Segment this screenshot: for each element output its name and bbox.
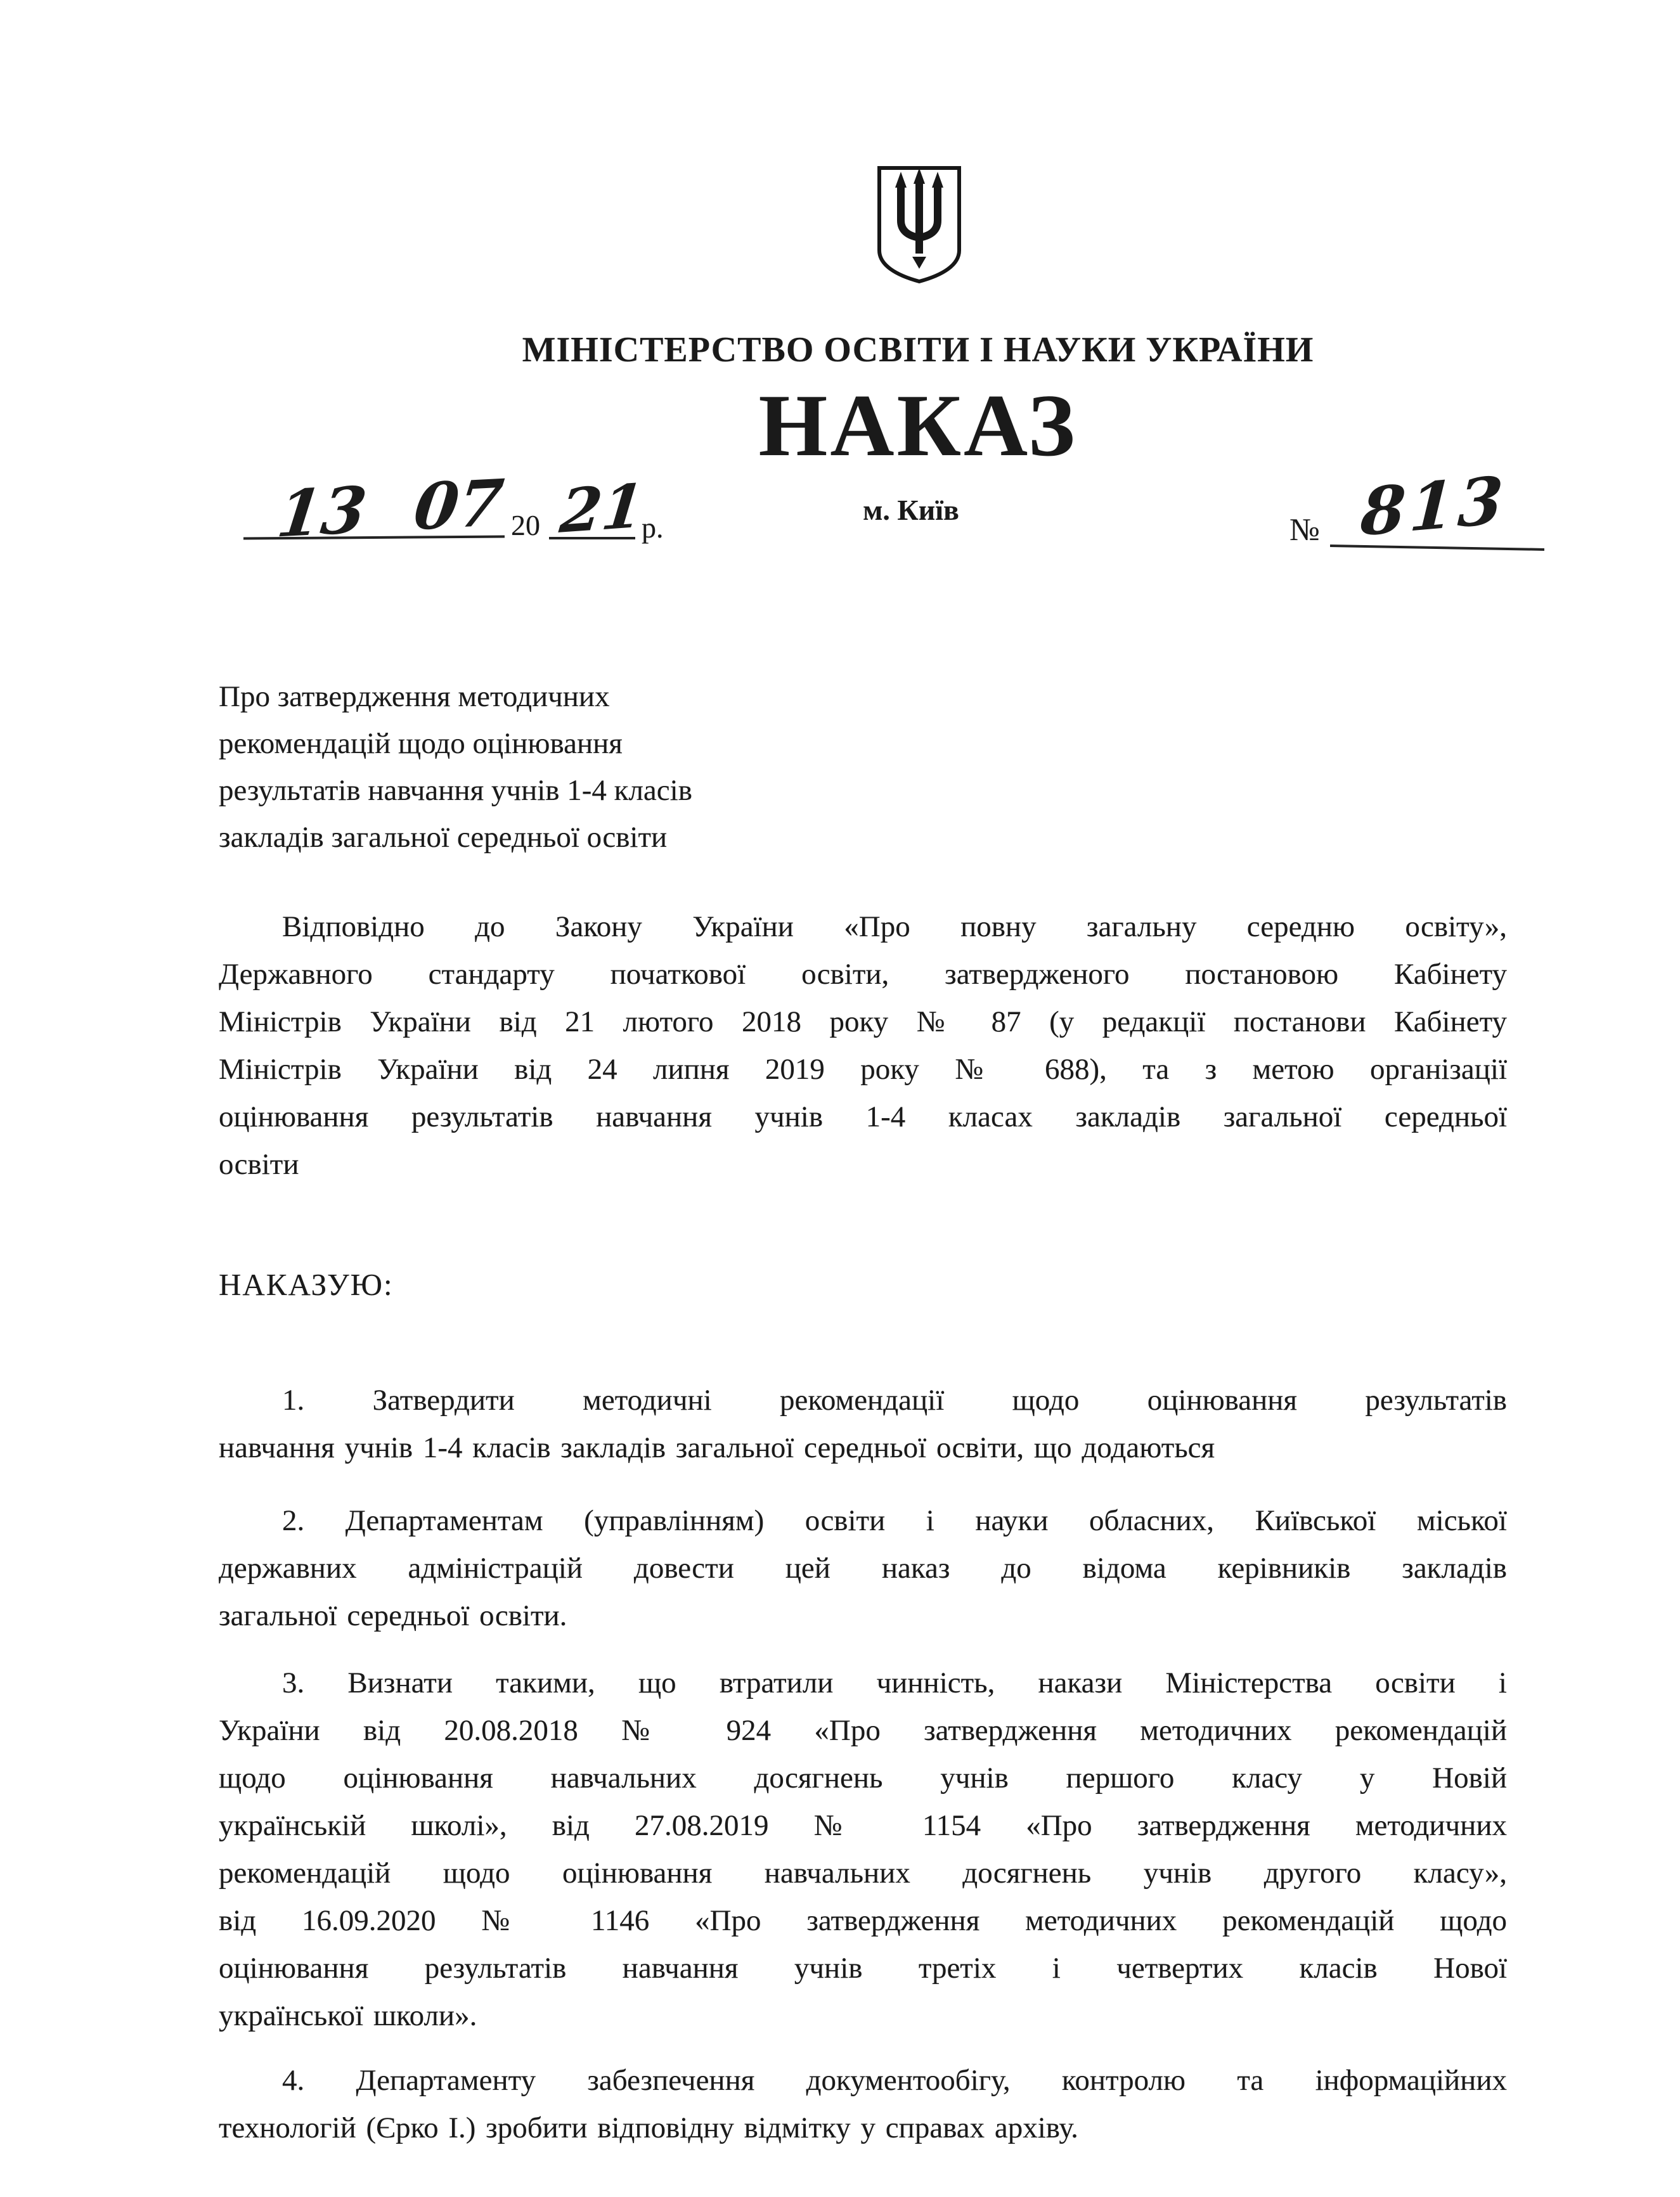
- body-line: технологій (Єрко І.) зробити відповідну відмітку у справах архіву.: [219, 2111, 1078, 2144]
- subject-line: рекомендацій щодо оцінювання: [219, 727, 623, 760]
- year-suffix-label: р.: [642, 512, 664, 544]
- ministry-title: МІНІСТЕРСТВО ОСВІТИ І НАУКИ УКРАЇНИ: [522, 330, 1314, 370]
- order-item-3: [219, 1659, 1507, 2040]
- ukraine-trident-emblem-icon: [875, 164, 964, 285]
- body-line: українській школі», від 27.08.2019 № 1154 «Про затвердження методичних: [219, 1809, 1507, 1842]
- body-line: навчання учнів 1-4 класів закладів загальної середньої освіти, що додаються: [219, 1431, 1215, 1464]
- body-line: 1. Затвердити методичні рекомендації щодо оцінювання результатів: [282, 1384, 1507, 1417]
- intro-paragraph: [219, 903, 1507, 1189]
- subject-line: закладів загальної середньої освіти: [219, 821, 668, 854]
- subject-block: [219, 673, 1011, 861]
- body-line: рекомендацій щодо оцінювання навчальних досягнень учнів другого класу»,: [219, 1857, 1507, 1890]
- order-word: НАКАЗУЮ:: [219, 1267, 394, 1302]
- body-line: 2. Департаментам (управлінням) освіти і науки обласних, Київської міської: [282, 1504, 1507, 1537]
- body-line: державних адміністрацій довести цей наказ до відома керівників закладів: [219, 1552, 1507, 1585]
- year-underline: [549, 537, 635, 539]
- subject-line: Про затвердження методичних: [219, 680, 610, 713]
- body-line: оцінювання результатів навчання учнів 1-4 класах закладів загальної середньої: [219, 1100, 1507, 1133]
- number-sign-label: №: [1289, 512, 1320, 547]
- city-label: м. Київ: [863, 494, 959, 526]
- year-prefix-label: 20: [511, 509, 540, 541]
- body-line: щодо оцінювання навчальних досягнень учнів першого класу у Новій: [219, 1762, 1507, 1794]
- body-line: загальної середньої освіти.: [219, 1599, 567, 1632]
- order-item-1: [219, 1377, 1507, 1472]
- body-line: освіти: [219, 1148, 299, 1181]
- order-item-2: [219, 1497, 1507, 1640]
- body-line: оцінювання результатів навчання учнів третіх і четвертих класів Нової: [219, 1952, 1507, 1985]
- body-line: Державного стандарту початкової освіти, затвердженого постановою Кабінету: [219, 958, 1507, 991]
- document-type-title: НАКАЗ: [758, 377, 1078, 475]
- body-line: української школи».: [219, 1999, 477, 2032]
- handwritten-day-month: 13 07: [273, 465, 508, 552]
- body-line: Міністрів України від 24 липня 2019 року № 688), та з метою організації: [219, 1053, 1507, 1086]
- body-line: України від 20.08.2018 № 924 «Про затвердження методичних рекомендацій: [219, 1714, 1507, 1747]
- body-line: Відповідно до Закону України «Про повну загальну середню освіту»,: [282, 910, 1507, 943]
- order-item-4: [219, 2057, 1507, 2152]
- body-line: Міністрів України від 21 лютого 2018 року № 87 (у редакції постанови Кабінету: [219, 1005, 1507, 1038]
- body-line: 3. Визнати такими, що втратили чинність, накази Міністерства освіти і: [282, 1666, 1507, 1699]
- handwritten-year: 21: [557, 470, 647, 548]
- body-line: 4. Департаменту забезпечення документообігу, контролю та інформаційних: [282, 2064, 1507, 2097]
- body-line: від 16.09.2020 № 1146 «Про затвердження методичних рекомендацій щодо: [219, 1904, 1507, 1937]
- handwritten-order-number: 813: [1359, 461, 1509, 551]
- subject-line: результатів навчання учнів 1-4 класів: [219, 774, 692, 807]
